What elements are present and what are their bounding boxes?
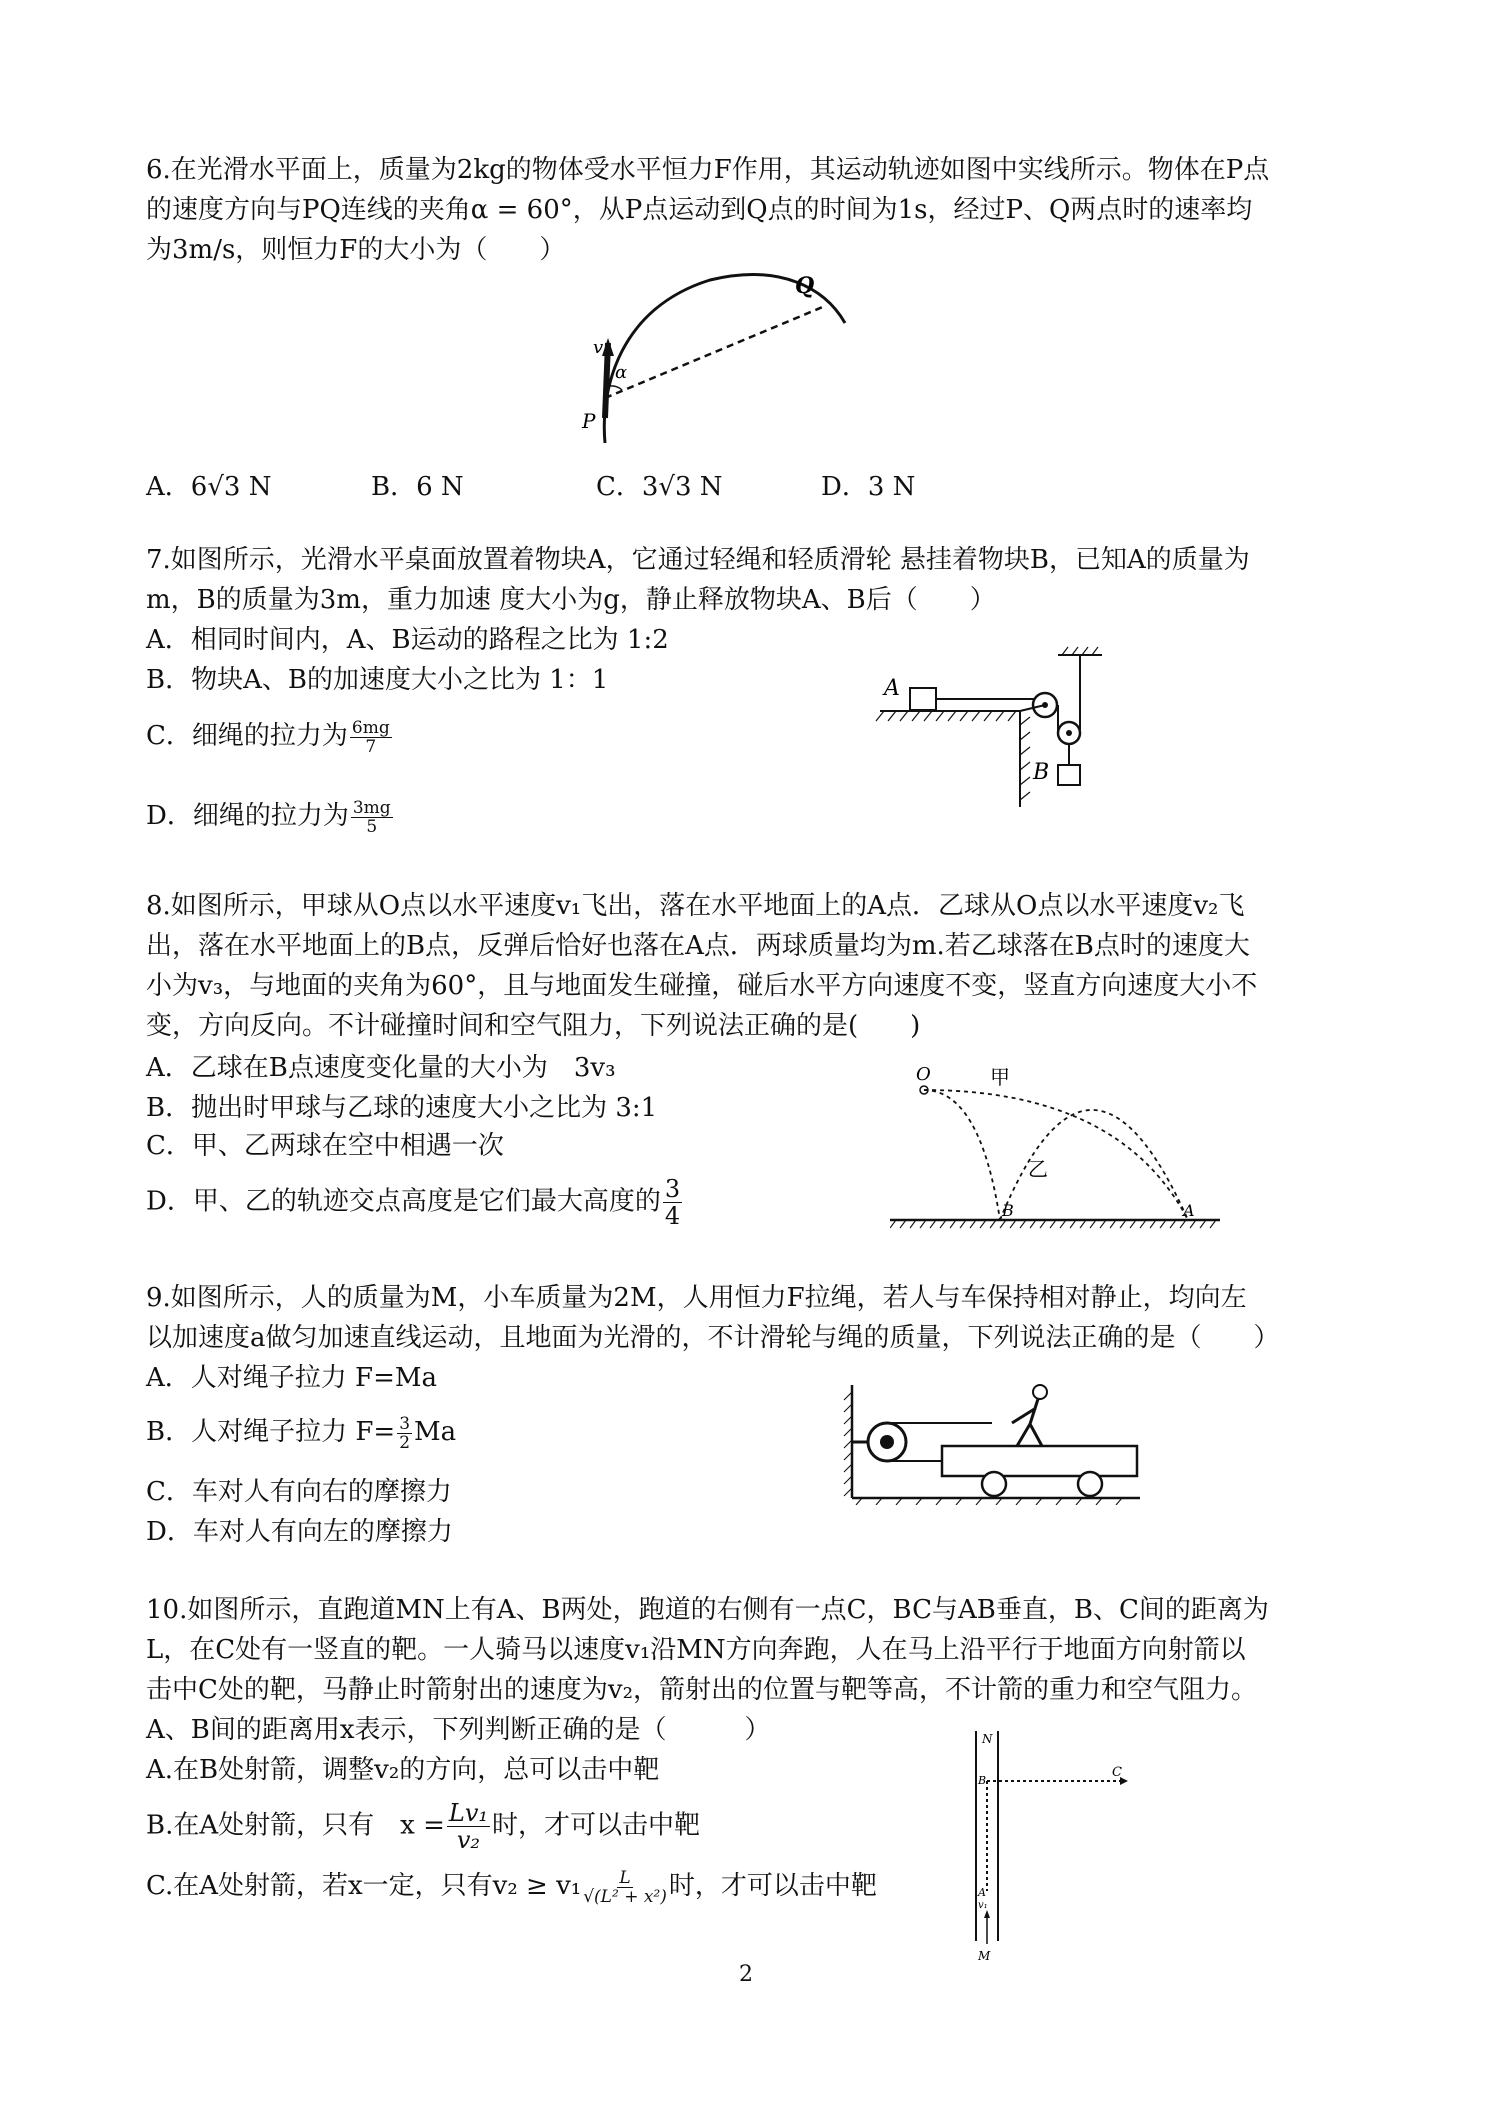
figure-q10-track — [960, 1726, 1140, 1966]
figure-q7-pulley — [870, 645, 1110, 815]
q10-option-b-suffix: 时，才可以击中靶 — [492, 1810, 701, 1841]
q7-option-d-prefix: D．细绳的拉力为 — [146, 801, 349, 831]
q6-option-c[interactable]: C．3√3 N — [596, 472, 723, 502]
point-m-label: M — [978, 1949, 991, 1963]
p-label: P — [582, 409, 596, 433]
question-6-options — [146, 466, 1046, 503]
fraction-denominator: 4 — [664, 1202, 681, 1230]
q7-option-c-fraction — [350, 719, 392, 756]
fraction-numerator: L — [619, 1867, 631, 1888]
q-label: Q — [795, 273, 815, 299]
question-9 — [146, 1278, 1280, 1358]
q10-option-c-fraction — [583, 1869, 667, 1906]
ball-jia-label: 甲 — [990, 1065, 1010, 1089]
q10-option-b-prefix: B.在A处射箭，只有 x = — [146, 1810, 445, 1841]
block-a-label: A — [884, 676, 900, 701]
fraction-denominator: 5 — [366, 816, 378, 837]
q7-option-c[interactable] — [146, 718, 394, 756]
ball-yi-label: 乙 — [1028, 1157, 1048, 1181]
q9-option-d[interactable]: D．车对人有向左的摩擦力 — [146, 1517, 453, 1547]
figure-q9-cart — [842, 1380, 1142, 1505]
figure-q6-trajectory — [560, 268, 860, 458]
question-7 — [146, 540, 1271, 620]
q9-option-b-fraction — [397, 1415, 412, 1452]
fraction-denominator: 2 — [399, 1432, 411, 1453]
q6-option-a[interactable]: A．6√3 N — [146, 472, 272, 502]
q8-option-a[interactable]: A．乙球在B点速度变化量的大小为 3v₃ — [146, 1053, 616, 1083]
q6-option-d[interactable]: D．3 N — [821, 472, 916, 502]
fraction-denominator: √(L² + x²) — [583, 1886, 667, 1907]
q7-option-d[interactable] — [146, 798, 395, 836]
fraction-numerator: 3 — [399, 1413, 411, 1434]
q8-option-c[interactable]: C．甲、乙两球在空中相遇一次 — [146, 1131, 504, 1161]
q10-option-a[interactable]: A.在B处射箭，调整v₂的方向，总可以击中靶 — [146, 1755, 660, 1785]
q10-option-c-prefix: C.在A处射箭，若x一定，只有v₂ ≥ v₁ — [146, 1871, 582, 1901]
q7-option-a[interactable]: A．相同时间内，A、B运动的路程之比为 1:2 — [146, 625, 669, 655]
fraction-numerator: 3 — [664, 1175, 681, 1203]
question-8 — [146, 886, 1271, 1046]
page-number: 2 — [739, 1962, 753, 1987]
q7-option-c-prefix: C．细绳的拉力为 — [146, 721, 348, 751]
point-b-label: B — [1002, 1201, 1014, 1220]
fraction-numerator: Lv₁ — [448, 1799, 488, 1827]
q8-option-d[interactable] — [146, 1176, 684, 1229]
q9-option-a[interactable]: A．人对绳子拉力 F=Ma — [146, 1363, 437, 1393]
q8-option-d-fraction — [663, 1176, 682, 1229]
question-6-stem: 6.在光滑水平面上，质量为2kg的物体受水平恒力F作用，其运动轨迹如图中实线所示。物体在P点的速度方向与PQ连线的夹角α = 60°，从P点运动到Q点的时间为1s，经过P、Q两点时的速率均为3m/s，则恒力F的大小为（ ） — [146, 155, 1270, 265]
question-8-stem: 8.如图所示，甲球从O点以水平速度v₁飞出，落在水平地面上的A点．乙球从O点以水平速度v₂飞出，落在水平地面上的B点，反弹后恰好也落在A点．两球质量均为m.若乙球落在B点时的速度大小为v₃，与地面的夹角为60°，且与地面发生碰撞，碰后水平方向速度不变，竖直方向速度大小不变，方向反向。不计碰撞时间和空气阻力，下列说法正确的是( ) — [146, 891, 1258, 1041]
v-label: v — [593, 337, 604, 358]
point-o-label: O — [916, 1064, 931, 1085]
alpha-label: α — [615, 362, 628, 383]
q9-option-c[interactable]: C．车对人有向右的摩擦力 — [146, 1477, 452, 1507]
fraction-numerator: 6mg — [351, 717, 390, 738]
q8-option-b[interactable]: B．抛出时甲球与乙球的速度大小之比为 3:1 — [146, 1093, 658, 1123]
point-a-label: A — [1183, 1201, 1195, 1220]
figure-q8-projectiles — [890, 1060, 1220, 1230]
q9-option-b-suffix: Ma — [414, 1417, 457, 1447]
question-7-stem: 7.如图所示，光滑水平桌面放置着物块A，它通过轻绳和轻质滑轮 悬挂着物块B，已知A的质量为m，B的质量为3m，重力加速 度大小为g，静止释放物块A、B后（ ） — [146, 545, 1250, 615]
point-a-label: A — [978, 1886, 986, 1899]
q7-option-d-fraction — [351, 799, 393, 836]
question-6 — [146, 150, 1271, 270]
point-b-label: B — [978, 1774, 987, 1787]
q10-option-b-fraction — [447, 1800, 490, 1853]
q9-option-b[interactable] — [146, 1414, 456, 1452]
q8-option-d-prefix: D．甲、乙的轨迹交点高度是它们最大高度的 — [146, 1186, 661, 1217]
fraction-numerator: 3mg — [352, 797, 391, 818]
point-c-label: C — [1112, 1765, 1122, 1780]
fraction-denominator: 7 — [365, 736, 377, 757]
q7-option-b[interactable]: B．物块A、B的加速度大小之比为 1：1 — [146, 665, 609, 695]
point-n-label: N — [982, 1732, 993, 1746]
q10-option-b[interactable] — [146, 1800, 700, 1853]
velocity-v1-label: v₁ — [978, 1900, 988, 1911]
q10-option-c-suffix: 时，才可以击中靶 — [668, 1871, 877, 1901]
question-10-stem: 10.如图所示，直跑道MN上有A、B两处，跑道的右侧有一点C，BC与AB垂直，B、C间的距离为L，在C处有一竖直的靶。一人骑马以速度v₁沿MN方向奔跑，人在马上沿平行于地面方向射箭以击中C处的靶，马静止时箭射出的速度为v₂，箭射出的位置与靶等高，不计箭的重力和空气阻力。A、B间的距离用x表示，下列判断正确的是（ ） — [146, 1595, 1269, 1745]
q6-option-b[interactable]: B．6 N — [371, 472, 464, 502]
q9-option-b-prefix: B．人对绳子拉力 F= — [146, 1417, 396, 1447]
fraction-denominator: v₂ — [456, 1826, 481, 1854]
question-9-stem: 9.如图所示，人的质量为M，小车质量为2M，人用恒力F拉绳，若人与车保持相对静止，均向左以加速度a做匀加速直线运动，且地面为光滑的，不计滑轮与绳的质量，下列说法正确的是（ ） — [146, 1283, 1280, 1353]
q10-option-c[interactable] — [146, 1868, 877, 1906]
block-b-label: B — [1033, 760, 1050, 785]
